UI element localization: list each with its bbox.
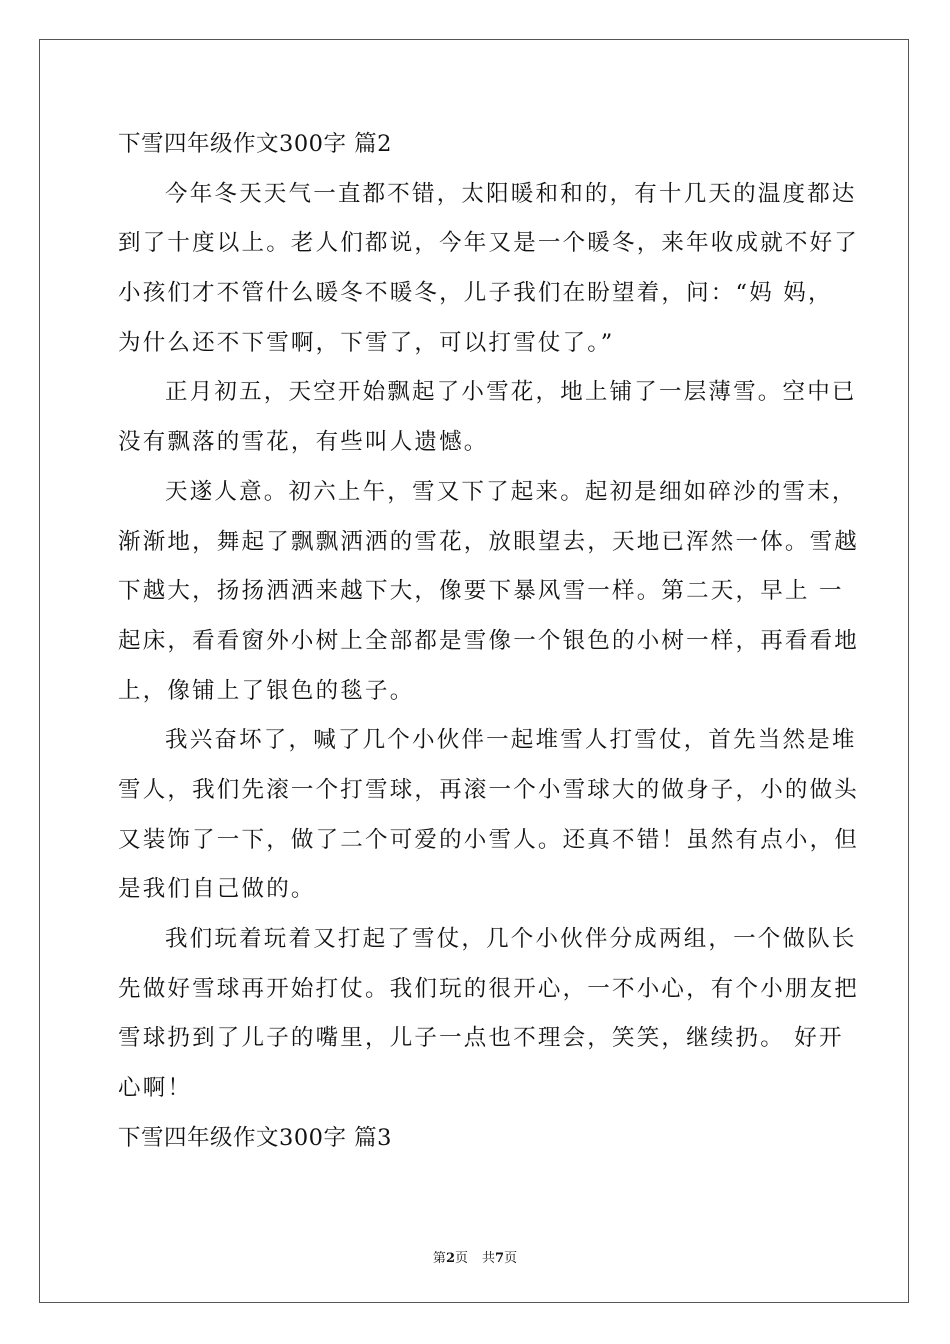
paragraph-line: 雪球扔到了儿子的嘴里，儿子一点也不理会，笑笑，继续扔。 好开 (118, 1025, 844, 1052)
paragraph-line: 渐渐地，舞起了飘飘洒洒的雪花，放眼望去，天地已浑然一体。雪越 (118, 528, 860, 555)
paragraph-line: 我们玩着玩着又打起了雪仗，几个小伙伴分成两组，一个做队长 (165, 926, 857, 952)
footer-total-pages: 7 (495, 1251, 505, 1266)
paragraph-line: 为什么还不下雪啊，下雪了，可以打雪仗了。” (118, 329, 615, 356)
footer-page-suffix: 页 (454, 1251, 468, 1266)
paragraph-line: 到了十度以上。老人们都说，今年又是一个暖冬，来年收成就不好了 (118, 230, 860, 257)
section-heading: 下雪四年级作文300字 篇3 (118, 1124, 392, 1151)
paragraph-line: 是我们自己做的。 (118, 876, 316, 903)
paragraph-line: 又装饰了一下，做了二个可爱的小雪人。还真不错！虽然有点小，但 (118, 826, 860, 853)
footer-total-suffix: 页 (504, 1251, 518, 1266)
paragraph-line: 没有飘落的雪花，有些叫人遗憾。 (118, 429, 489, 456)
paragraph-line: 下越大，扬扬洒洒来越下大，像要下暴风雪一样。第二天，早上 一 (118, 578, 844, 605)
paragraph-line: 正月初五，天空开始飘起了小雪花，地上铺了一层薄雪。空中已 (165, 379, 857, 406)
paragraph-line: 小孩们才不管什么暖冬不暖冬，儿子我们在盼望着，问：“妈 妈， (118, 280, 833, 307)
page-footer (0, 1247, 950, 1266)
document-body (118, 120, 860, 1163)
footer-total-prefix: 共 (482, 1251, 496, 1266)
paragraph-line: 雪人，我们先滚一个打雪球，再滚一个小雪球大的做身子，小的做头 (118, 776, 860, 803)
paragraph-line: 先做好雪球再开始打仗。我们玩的很开心，一不小心，有个小朋友把 (118, 975, 860, 1002)
section-heading: 下雪四年级作文300字 篇2 (118, 131, 392, 157)
paragraph-line: 我兴奋坏了，喊了几个小伙伴一起堆雪人打雪仗，首先当然是堆 (165, 727, 857, 754)
paragraph-line: 起床，看看窗外小树上全部都是雪像一个银色的小树一样，再看看地 (118, 627, 860, 654)
footer-prefix: 第 (432, 1251, 446, 1266)
footer-page-number: 2 (445, 1251, 455, 1266)
paragraph-line: 心啊！ (118, 1075, 193, 1102)
paragraph-line: 今年冬天天气一直都不错，太阳暖和和的，有十几天的温度都达 (165, 180, 857, 207)
paragraph-line: 天遂人意。初六上午，雪又下了起来。起初是细如碎沙的雪末， (165, 478, 857, 505)
paragraph-line: 上，像铺上了银色的毯子。 (118, 677, 415, 704)
